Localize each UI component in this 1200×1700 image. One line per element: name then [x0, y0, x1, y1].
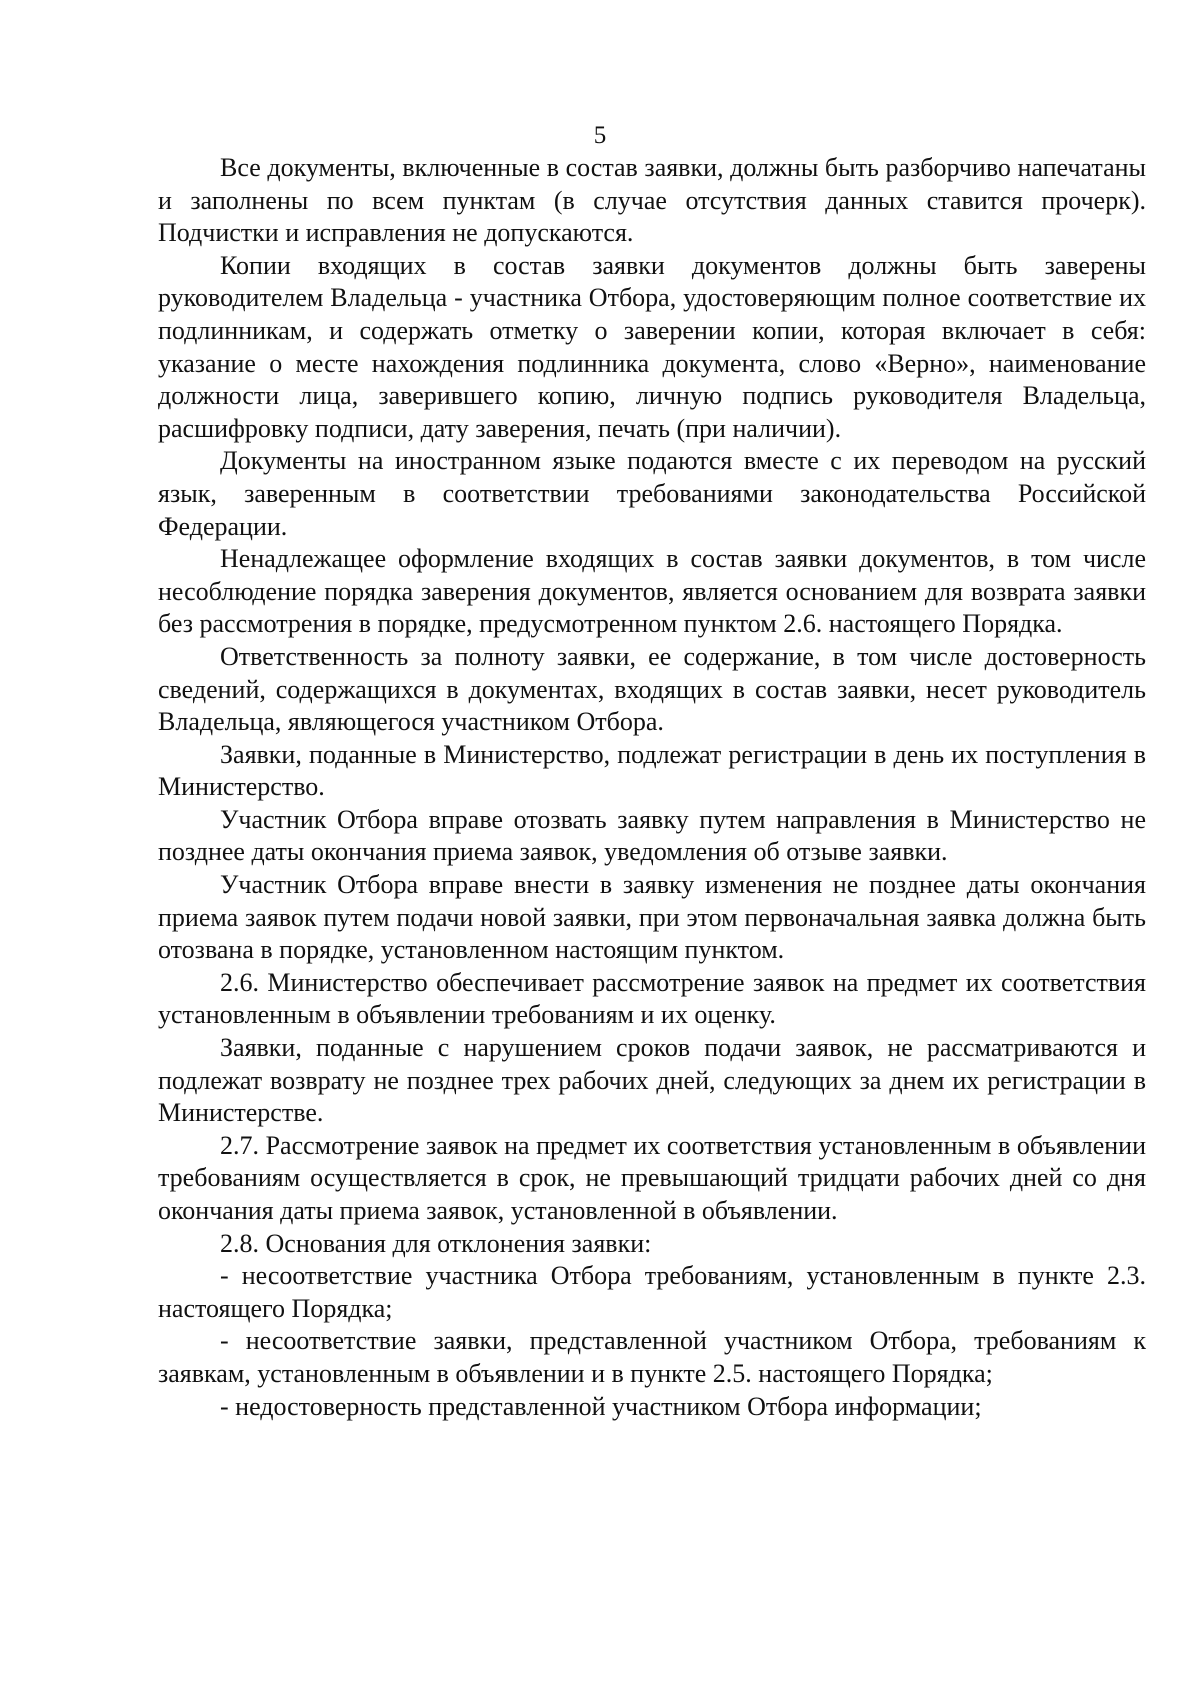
- paragraph: 2.8. Основания для отклонения заявки:: [220, 1228, 652, 1258]
- paragraph: Ненадлежащее оформление входящих в состав заявки документов, в том числе несоблюдение порядка заверения документов, является основанием для возврата заявки без рассмотрения в порядке, предусмотренном пунктом 2.6. настоящего Порядка.: [158, 544, 1146, 639]
- paragraph: Копии входящих в состав заявки документов должны быть заверены руководителем Владельца - участника Отбора, удостоверяющим полное соответствие их подлинникам, и содержать отметку о заверении копии, которая включает в себя: указание о месте нахождения подлинника документа, слово «Верно», наименование должности лица, заверившего копию, личную подпись руководителя Владельца, расшифровку подписи, дату заверения, печать (при наличии).: [158, 250, 1146, 443]
- page-number: 5: [593, 122, 607, 149]
- paragraph: Заявки, поданные с нарушением сроков подачи заявок, не рассматриваются и подлежат возврату не позднее трех рабочих дней, следующих за днем их регистрации в Министерстве.: [158, 1033, 1146, 1128]
- paragraph: 2.6. Министерство обеспечивает рассмотрение заявок на предмет их соответствия установленным в объявлении требованиям и их оценку.: [158, 967, 1146, 1030]
- paragraph: Участник Отбора вправе внести в заявку изменения не позднее даты окончания приема заявок путем подачи новой заявки, при этом первоначальная заявка должна быть отозвана в порядке, установленном настоящим пунктом.: [158, 870, 1146, 965]
- paragraph: 2.7. Рассмотрение заявок на предмет их соответствия установленным в объявлении требованиям осуществляется в срок, не превышающий тридцати рабочих дней со дня окончания даты приема заявок, установленной в объявлении.: [158, 1130, 1146, 1225]
- paragraph: - несоответствие участника Отбора требованиям, установленным в пункте 2.3. настоящего Порядка;: [158, 1261, 1146, 1323]
- paragraph: - недостоверность представленной участником Отбора информации;: [220, 1391, 982, 1421]
- paragraph: Все документы, включенные в состав заявки, должны быть разборчиво напечатаны и заполнены по всем пунктам (в случае отсутствия данных ставится прочерк). Подчистки и исправления не допускаются.: [158, 153, 1146, 248]
- paragraph: Заявки, поданные в Министерство, подлежат регистрации в день их поступления в Министерство.: [158, 739, 1146, 802]
- paragraph: Участник Отбора вправе отозвать заявку путем направления в Министерство не позднее даты окончания приема заявок, уведомления об отзыве заявки.: [158, 804, 1146, 867]
- paragraph: Ответственность за полноту заявки, ее содержание, в том числе достоверность сведений, содержащихся в документах, входящих в состав заявки, несет руководитель Владельца, являющегося участником Отбора.: [158, 641, 1146, 737]
- document-body: [158, 152, 1146, 1423]
- paragraph: Документы на иностранном языке подаются вместе с их переводом на русский язык, заверенным в соответствии требованиями законодательства Российской Федерации.: [158, 446, 1146, 541]
- paragraph: - несоответствие заявки, представленной участником Отбора, требованиям к заявкам, установленным в объявлении и в пункте 2.5. настоящего Порядка;: [158, 1326, 1146, 1388]
